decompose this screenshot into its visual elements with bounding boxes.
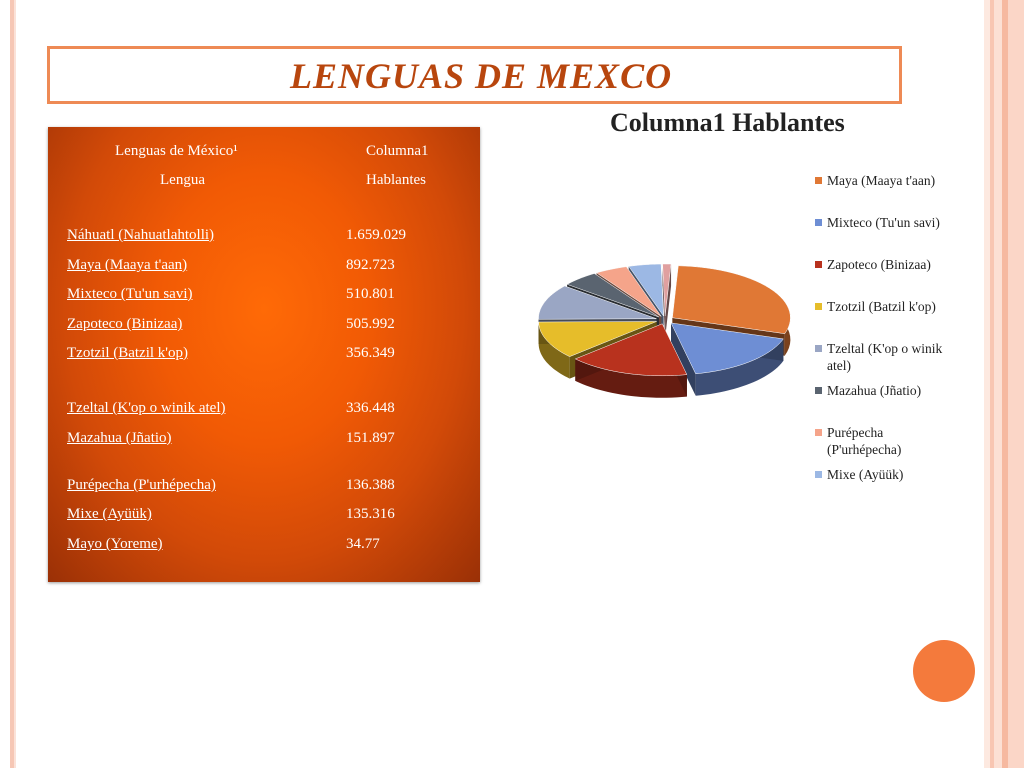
legend-swatch	[815, 345, 822, 352]
table-row-value: 135.316	[346, 506, 395, 522]
table-row-name[interactable]: Mixteco (Tu'un savi)	[67, 286, 193, 302]
legend-label: Zapoteco (Binizaa)	[827, 257, 931, 272]
legend-label: Mazahua (Jñatio)	[827, 383, 922, 398]
left-frame-bar-inner	[14, 0, 16, 768]
legend-label: Maya (Maaya t'aan)	[827, 173, 936, 188]
table-header-col1-line2: Lengua	[160, 172, 205, 188]
title-box	[47, 46, 902, 104]
table-row-name[interactable]: Mazahua (Jñatio)	[67, 430, 172, 446]
table-row-name[interactable]: Tzotzil (Batzil k'op)	[67, 345, 188, 361]
table-row-value: 505.992	[346, 316, 395, 332]
table-row-name[interactable]: Náhuatl (Nahuatlahtolli)	[67, 227, 215, 243]
table-row-value: 136.388	[346, 477, 395, 493]
legend-label: Mixteco (Tu'un savi)	[827, 215, 940, 230]
chart-title: Columna1 Hablantes	[610, 108, 845, 137]
legend-swatch	[815, 219, 822, 226]
table-row-value: 151.897	[346, 430, 395, 446]
legend-swatch	[815, 429, 822, 436]
legend-label: Purépecha (P'urhépecha)	[827, 425, 902, 457]
right-frame-bars	[984, 0, 1024, 768]
table-row-value: 1.659.029	[346, 227, 406, 243]
table-row-value: 336.448	[346, 400, 395, 416]
table-row-value: 510.801	[346, 286, 395, 302]
table-header-col2-line1: Columna1	[366, 143, 429, 159]
table-row-name[interactable]: Zapoteco (Binizaa)	[67, 316, 183, 332]
legend-swatch	[815, 261, 822, 268]
legend-label: Mixe (Ayüük)	[827, 467, 904, 482]
legend-swatch	[815, 387, 822, 394]
legend-swatch	[815, 303, 822, 310]
pie-chart	[530, 245, 800, 420]
table-row-name[interactable]: Maya (Maaya t'aan)	[67, 257, 188, 273]
table-row-name[interactable]: Mayo (Yoreme)	[67, 536, 163, 552]
legend-label: Tzeltal (K'op o winik atel)	[827, 341, 943, 373]
table-header-col2-line2: Hablantes	[366, 172, 426, 188]
slide-title: LENGUAS DE MEXCO	[290, 56, 673, 96]
table-row-name[interactable]: Tzeltal (K'op o winik atel)	[67, 400, 226, 416]
decorative-circle	[913, 640, 975, 702]
table-row-value: 356.349	[346, 345, 395, 361]
table-row-name[interactable]: Purépecha (P'urhépecha)	[67, 477, 216, 493]
legend-swatch	[815, 471, 822, 478]
table-row-value: 34.77	[346, 536, 380, 552]
legend-label: Tzotzil (Batzil k'op)	[827, 299, 936, 314]
table-row-value: 892.723	[346, 257, 395, 273]
table-header-col1-line1: Lenguas de México¹	[115, 143, 238, 159]
languages-table	[48, 127, 480, 582]
table-row-name[interactable]: Mixe (Ayüük)	[67, 506, 152, 522]
legend-swatch	[815, 177, 822, 184]
